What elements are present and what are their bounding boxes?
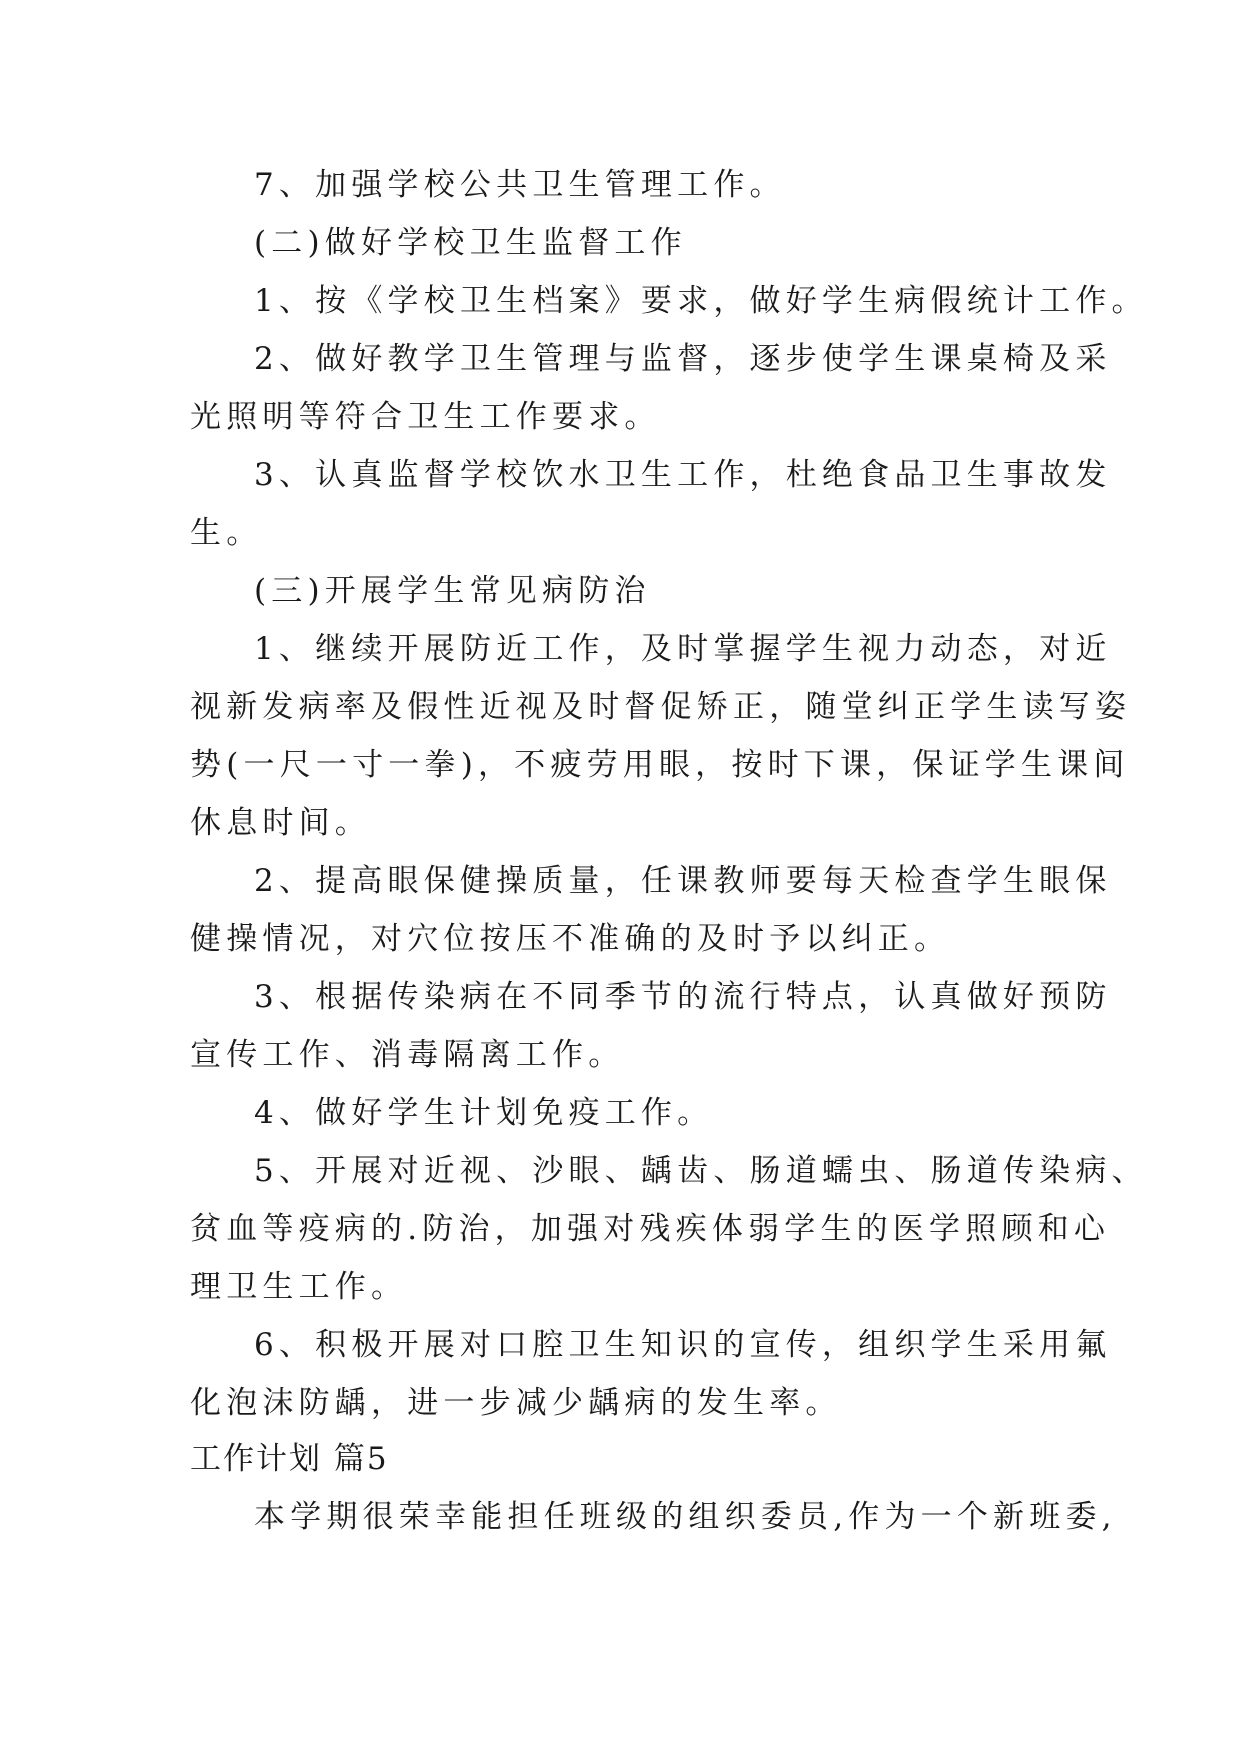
item-2-eye-exercise-line2: 健操情况，对穴位按压不准确的及时予以纠正。 [190, 921, 951, 957]
item-1-myopia-line2: 视新发病率及假性近视及时督促矫正，随堂纠正学生读写姿 [190, 689, 1132, 725]
item-4-immunization: 4、做好学生计划免疫工作。 [254, 1095, 714, 1131]
item-2-teaching-hygiene-line1: 2、做好教学卫生管理与监督，逐步使学生课桌椅及采 [254, 341, 1112, 377]
item-2-teaching-hygiene-line2: 光照明等符合卫生工作要求。 [190, 399, 661, 435]
item-3-water-hygiene-line1: 3、认真监督学校饮水卫生工作，杜绝食品卫生事故发 [254, 457, 1112, 493]
item-7-public-hygiene: 7、加强学校公共卫生管理工作。 [254, 167, 786, 203]
work-plan-5-intro: 本学期很荣幸能担任班级的组织委员,作为一个新班委, [254, 1499, 1117, 1535]
item-1-myopia-line4: 休息时间。 [190, 805, 371, 841]
work-plan-5-heading: 工作计划 篇5 [190, 1441, 389, 1477]
item-6-oral-hygiene-line1: 6、积极开展对口腔卫生知识的宣传，组织学生采用氟 [254, 1327, 1112, 1363]
item-1-myopia-line3: 势(一尺一寸一拳)，不疲劳用眼，按时下课，保证学生课间 [190, 747, 1130, 783]
item-5-disease-prevention-line3: 理卫生工作。 [190, 1269, 408, 1305]
item-5-disease-prevention-line2: 贫血等疫病的.防治，加强对残疾体弱学生的医学照顾和心 [190, 1211, 1111, 1247]
item-3-infectious-disease-line1: 3、根据传染病在不同季节的流行特点，认真做好预防 [254, 979, 1112, 1015]
section-2-heading: (二)做好学校卫生监督工作 [254, 225, 687, 261]
section-3-heading: (三)开展学生常见病防治 [254, 573, 651, 609]
item-1-sick-leave: 1、按《学校卫生档案》要求，做好学生病假统计工作。 [254, 283, 1148, 319]
item-3-infectious-disease-line2: 宣传工作、消毒隔离工作。 [190, 1037, 625, 1073]
item-3-water-hygiene-line2: 生。 [190, 515, 263, 551]
item-5-disease-prevention-line1: 5、开展对近视、沙眼、龋齿、肠道蠕虫、肠道传染病、 [254, 1153, 1148, 1189]
item-6-oral-hygiene-line2: 化泡沫防龋，进一步减少龋病的发生率。 [190, 1385, 842, 1421]
item-2-eye-exercise-line1: 2、提高眼保健操质量，任课教师要每天检查学生眼保 [254, 863, 1112, 899]
item-1-myopia-line1: 1、继续开展防近工作，及时掌握学生视力动态，对近 [254, 631, 1112, 667]
